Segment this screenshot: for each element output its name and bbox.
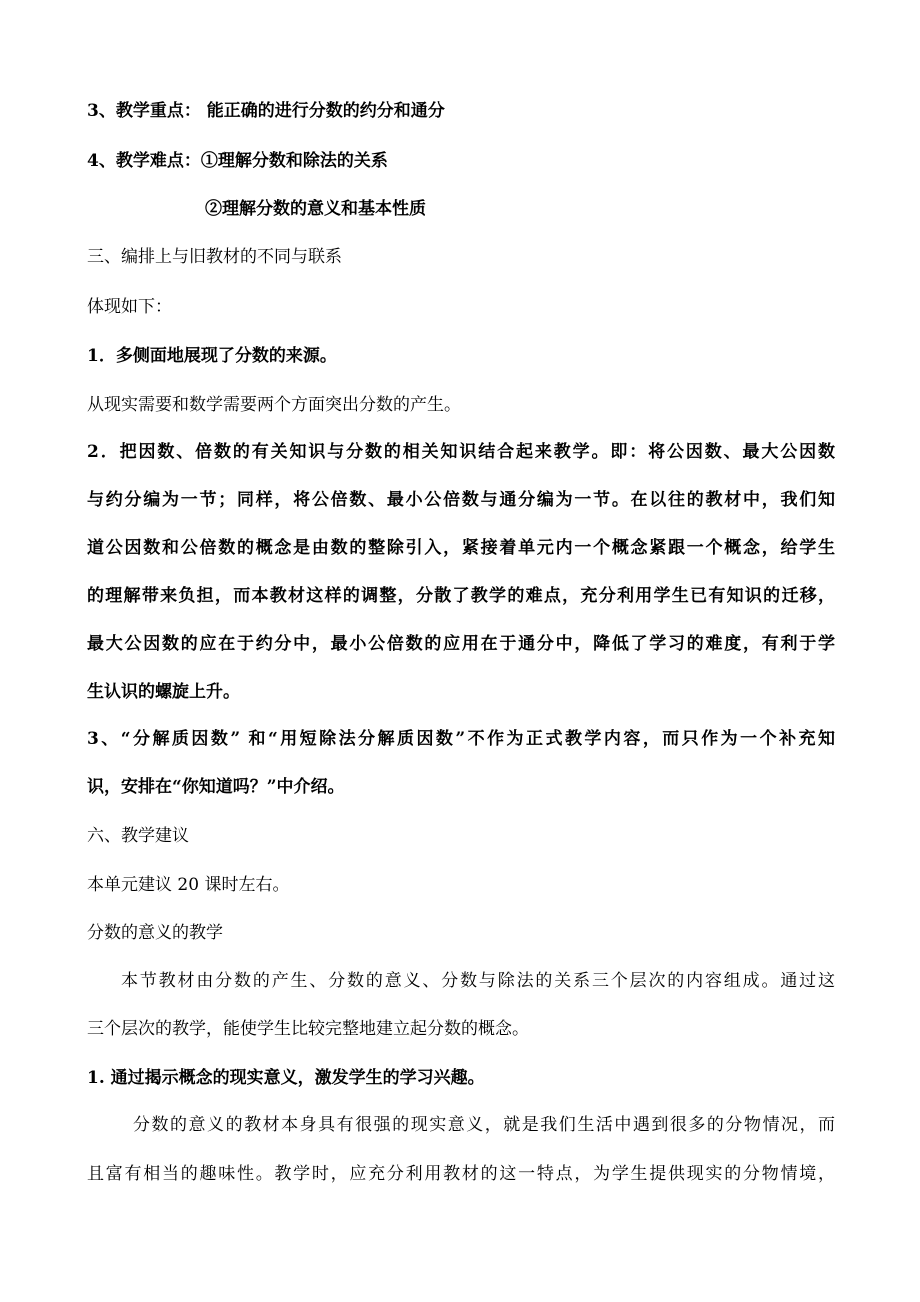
paragraph-line: 本节教材由分数的产生、分数的意义、分数与除法的关系三个层次的内容组成。通过这 bbox=[121, 971, 835, 991]
paragraph-line: 道公因数和公倍数的概念是由数的整除引入，紧接着单元内一个概念紧跟一个概念，给学生 bbox=[87, 538, 835, 558]
paragraph-line: 从现实需要和数学需要两个方面突出分数的产生。 bbox=[87, 395, 461, 415]
teaching-difficulty-line-2: ②理解分数的意义和基本性质 bbox=[205, 199, 426, 219]
paragraph-line: 分数的意义的教材本身具有很强的现实意义，就是我们生活中遇到很多的分物情况，而 bbox=[133, 1115, 835, 1135]
list-item-3: 3、“分解质因数” 和“用短除法分解质因数”不作为正式教学内容，而只作为一个补充知 bbox=[87, 729, 835, 749]
paragraph-line: 识，安排在“你知道吗？”中介绍。 bbox=[87, 777, 345, 797]
section-heading: 六、教学建议 bbox=[87, 826, 189, 846]
teaching-difficulty-line: 4、教学难点：①理解分数和除法的关系 bbox=[87, 151, 388, 171]
paragraph-line: 三个层次的教学，能使学生比较完整地建立起分数的概念。 bbox=[87, 1019, 529, 1039]
list-item-1b: 1. 通过揭示概念的现实意义，激发学生的学习兴趣。 bbox=[87, 1068, 485, 1088]
list-item-2: 2．把因数、倍数的有关知识与分数的相关知识结合起来教学。即：将公因数、最大公因数 bbox=[87, 442, 835, 462]
section-heading: 三、编排上与旧教材的不同与联系 bbox=[87, 247, 342, 267]
list-item-1: 1．多侧面地展现了分数的来源。 bbox=[87, 346, 337, 366]
paragraph-line: 与约分编为一节；同样，将公倍数、最小公倍数与通分编为一节。在以往的教材中，我们知 bbox=[87, 490, 835, 510]
paragraph-line: 本单元建议 20 课时左右。 bbox=[87, 875, 290, 895]
teaching-focus-line: 3、教学重点： 能正确的进行分数的约分和通分 bbox=[87, 101, 445, 121]
paragraph-line: 体现如下： bbox=[87, 297, 172, 317]
paragraph-line: 且富有相当的趣味性。教学时，应充分利用教材的这一特点，为学生提供现实的分物情境， bbox=[87, 1164, 835, 1184]
subsection-heading: 分数的意义的教学 bbox=[87, 923, 223, 943]
paragraph-line: 生认识的螺旋上升。 bbox=[87, 682, 240, 702]
paragraph-line: 的理解带来负担，而本教材这样的调整，分散了教学的难点，充分利用学生已有知识的迁移， bbox=[87, 586, 835, 606]
paragraph-line: 最大公因数的应在于约分中，最小公倍数的应用在于通分中，降低了学习的难度，有利于学 bbox=[87, 634, 835, 654]
